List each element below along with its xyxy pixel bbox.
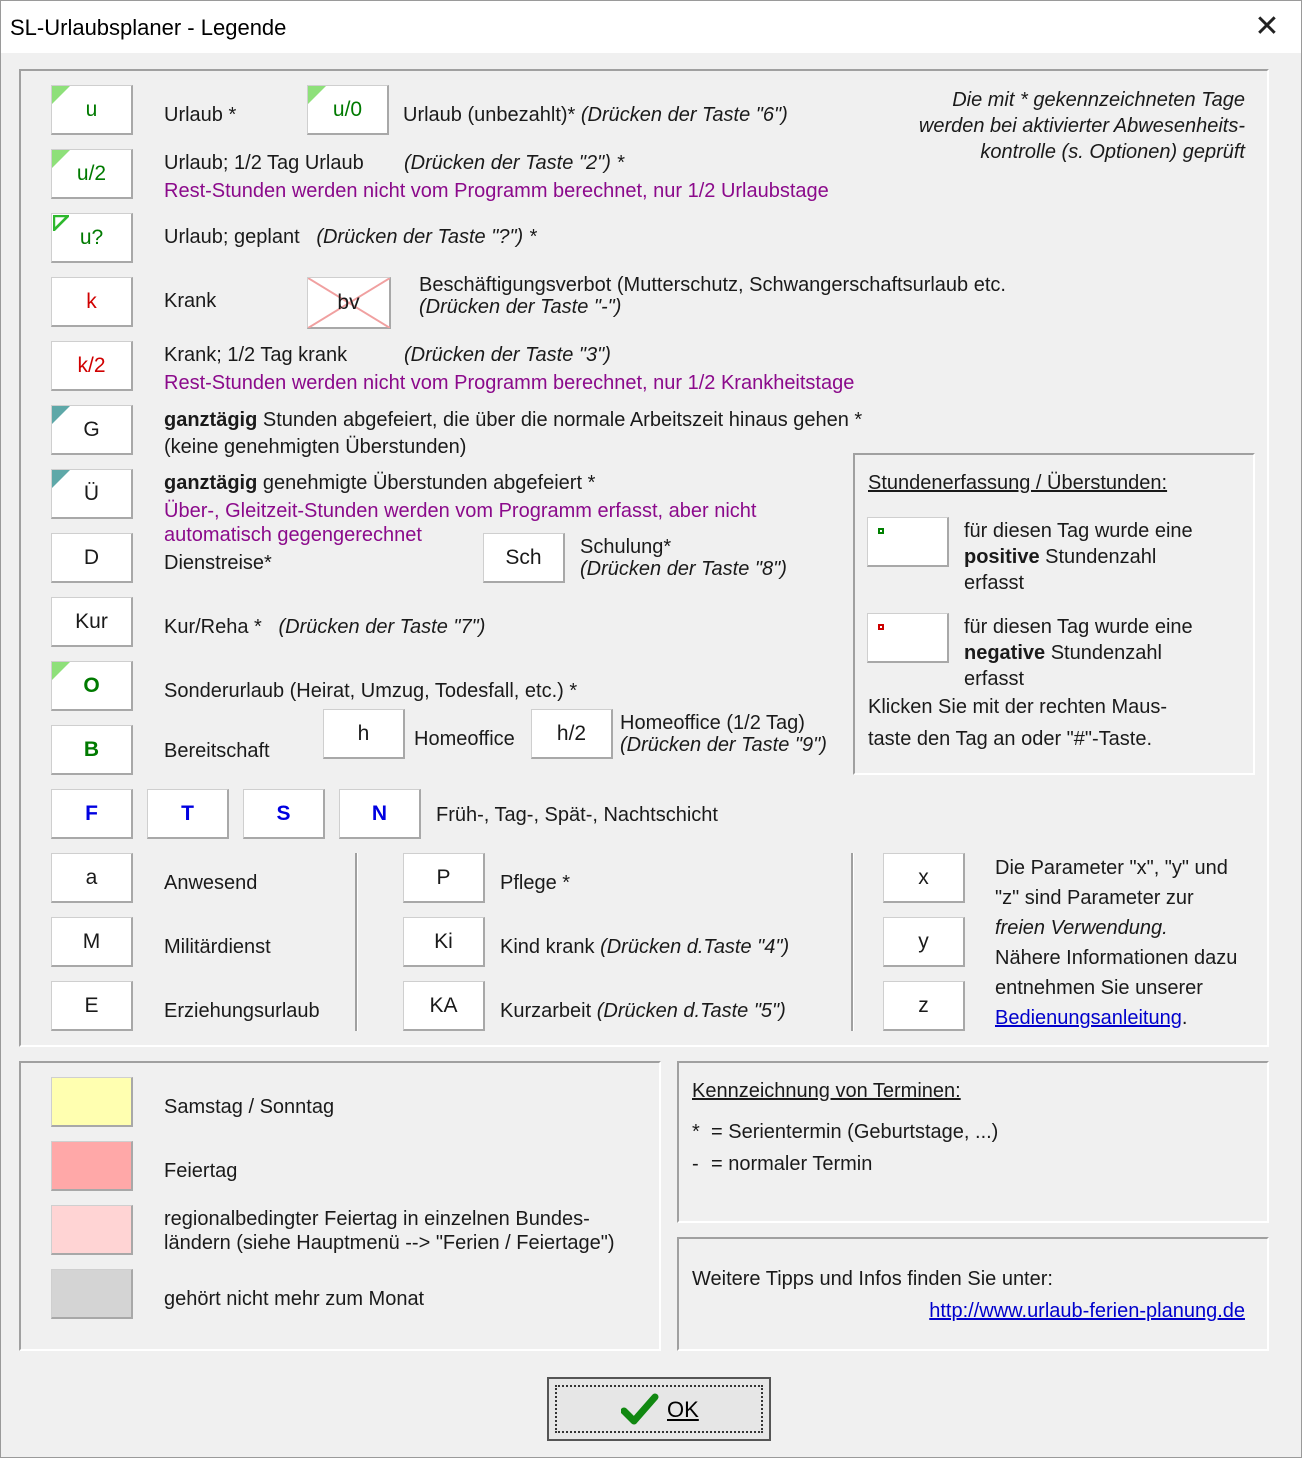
label-taste-3: (Drücken der Taste "3")	[404, 344, 611, 366]
label-gleit-line-1: Über-, Gleitzeit-Stunden werden vom Programm erfasst, aber nicht	[164, 500, 757, 522]
swatch-urlaub-geplant: u?	[51, 213, 133, 263]
label-taste-2: (Drücken der Taste "2") *	[404, 152, 625, 174]
label-weekend: Samstag / Sonntag	[164, 1096, 335, 1118]
label-ue-text: ganztägig genehmigte Überstunden abgefeiert *	[164, 472, 596, 494]
label-g-text-2: (keine genehmigten Überstunden)	[164, 436, 467, 458]
label-kur: Kur/Reha * (Drücken der Taste "7")	[164, 616, 486, 638]
focus-rectangle	[555, 1385, 763, 1433]
label-pflege: Pflege *	[500, 872, 571, 894]
note-line-1: Die mit * gekennzeichneten Tage	[952, 89, 1245, 111]
termine-normal: = normaler Termin	[711, 1153, 873, 1175]
label-halb-krank: Krank; 1/2 Tag krank	[164, 344, 348, 366]
pos-line-1: für diesen Tag wurde eine	[964, 520, 1193, 542]
tipps-text: Weitere Tipps und Infos finden Sie unter:	[692, 1268, 1053, 1290]
label-holiday: Feiertag	[164, 1160, 238, 1182]
checkmark-icon	[621, 1393, 659, 1427]
label-schichten: Früh-, Tag-, Spät-, Nachtschicht	[436, 804, 718, 826]
swatch-halb-krank: k/2	[51, 341, 133, 391]
ok-button[interactable]	[547, 1377, 771, 1441]
param-line-4: Nähere Informationen dazu	[995, 947, 1238, 969]
swatch-halber-urlaub: u/2	[51, 149, 133, 199]
label-gleit-line-2: automatisch gegengerechnet	[164, 524, 422, 546]
label-homeoffice: Homeoffice	[414, 728, 515, 750]
label-urlaub-unbezahlt: Urlaub (unbezahlt)* (Drücken der Taste "6")	[403, 104, 788, 126]
label-urlaub: Urlaub *	[164, 104, 237, 126]
param-line-1: Die Parameter "x", "y" und	[995, 857, 1228, 879]
swatch-kind-krank: Ki	[403, 917, 485, 967]
label-rest-krank: Rest-Stunden werden nicht vom Programm berechnet, nur 1/2 Krankheitstage	[164, 372, 855, 394]
swatch-urlaub: u	[51, 85, 133, 135]
swatch-sonderurlaub: O	[51, 661, 133, 711]
label-g-text: ganztägig Stunden abgefeiert, die über die normale Arbeitszeit hinaus gehen *	[164, 409, 863, 431]
label-anwesend: Anwesend	[164, 872, 258, 894]
hint-line-2: taste den Tag an oder "#"-Taste.	[868, 728, 1153, 750]
swatch-ganztaegig-ue: Ü	[51, 469, 133, 519]
close-icon[interactable]: ✕	[1254, 10, 1280, 43]
swatch-dienstreise: D	[51, 533, 133, 583]
label-militaer: Militärdienst	[164, 936, 271, 958]
swatch-other-month	[51, 1269, 133, 1319]
label-rest-urlaub: Rest-Stunden werden nicht vom Programm berechnet, nur 1/2 Urlaubstage	[164, 180, 829, 202]
swatch-x: x	[883, 853, 965, 903]
label-taste-8: (Drücken der Taste "8")	[580, 558, 787, 580]
termine-serien: = Serientermin (Geburtstage, ...)	[711, 1121, 999, 1143]
label-halber-urlaub: Urlaub; 1/2 Tag Urlaub	[164, 152, 364, 174]
swatch-homeoffice: h	[323, 709, 405, 759]
pos-line-3: erfasst	[964, 572, 1025, 594]
swatch-nacht: N	[339, 789, 421, 839]
title-bar	[1, 1, 1301, 53]
neg-line-3: erfasst	[964, 668, 1025, 690]
label-dienstreise: Dienstreise*	[164, 552, 272, 574]
swatch-anwesend: a	[51, 853, 133, 903]
hint-line-1: Klicken Sie mit der rechten Maus-	[868, 696, 1168, 718]
positive-dot-icon	[878, 528, 884, 534]
label-schulung: Schulung*	[580, 536, 672, 558]
label-krank: Krank	[164, 290, 217, 312]
neg-line-2: negative Stundenzahl	[964, 642, 1162, 664]
label-taste-9: (Drücken der Taste "9")	[620, 734, 827, 756]
neg-line-1: für diesen Tag wurde eine	[964, 616, 1193, 638]
swatch-krank: k	[51, 277, 133, 327]
swatch-spaet: S	[243, 789, 325, 839]
termine-normal-sym: -	[692, 1153, 699, 1175]
stunden-heading: Stundenerfassung / Überstunden:	[868, 472, 1168, 494]
swatch-frueh: F	[51, 789, 133, 839]
termine-heading: Kennzeichnung von Terminen:	[692, 1080, 961, 1102]
swatch-schulung: Sch	[483, 533, 565, 583]
swatch-kurzarbeit: KA	[403, 981, 485, 1031]
swatch-kur: Kur	[51, 597, 133, 647]
negative-dot-icon	[878, 624, 884, 630]
swatch-bereitschaft: B	[51, 725, 133, 775]
window-title: SL-Urlaubsplaner - Legende	[10, 15, 287, 40]
swatch-ganztaegig-g: G	[51, 405, 133, 455]
tipps-group	[677, 1237, 1269, 1351]
planned-triangle-icon	[53, 215, 69, 231]
label-regional-1: regionalbedingter Feiertag in einzelnen Bundes-	[164, 1208, 590, 1230]
swatch-positive	[867, 517, 949, 567]
ok-label: OK	[667, 1397, 699, 1422]
swatch-tag: T	[147, 789, 229, 839]
swatch-z: z	[883, 981, 965, 1031]
note-line-2: werden bei aktivierter Abwesenheits-	[918, 115, 1245, 137]
label-erziehung: Erziehungsurlaub	[164, 1000, 320, 1022]
label-regional-2: ländern (siehe Hauptmenü --> "Ferien / Feiertage")	[164, 1232, 615, 1254]
separator-1	[355, 853, 358, 1031]
manual-link[interactable]: Bedienungsanleitung	[995, 1007, 1182, 1029]
swatch-erziehung: E	[51, 981, 133, 1031]
swatch-regional	[51, 1205, 133, 1255]
note-line-3: kontrolle (s. Optionen) geprüft	[980, 141, 1245, 163]
label-bv-line-2: (Drücken der Taste "-")	[419, 296, 622, 318]
swatch-holiday	[51, 1141, 133, 1191]
swatch-negative	[867, 613, 949, 663]
label-bv-line-1: Beschäftigungsverbot (Mutterschutz, Schwangerschaftsurlaub etc.	[419, 274, 1006, 296]
separator-2	[851, 853, 854, 1031]
swatch-beschaeftigungsverbot: bv	[307, 277, 391, 329]
swatch-pflege: P	[403, 853, 485, 903]
pos-line-2: positive Stundenzahl	[964, 546, 1157, 568]
label-other-month: gehört nicht mehr zum Monat	[164, 1288, 425, 1310]
label-geplant: Urlaub; geplant (Drücken der Taste "?") *	[164, 226, 537, 248]
label-kind-krank: Kind krank (Drücken d.Taste "4")	[500, 936, 790, 958]
website-link[interactable]: http://www.urlaub-ferien-planung.de	[929, 1300, 1245, 1322]
param-line-5: entnehmen Sie unserer	[995, 977, 1203, 999]
param-line-3: freien Verwendung.	[995, 917, 1168, 939]
label-sonderurlaub: Sonderurlaub (Heirat, Umzug, Todesfall, etc.) *	[164, 680, 578, 702]
label-homeoffice-halb: Homeoffice (1/2 Tag)	[620, 712, 805, 734]
label-bereitschaft: Bereitschaft	[164, 740, 270, 762]
swatch-urlaub-unbezahlt: u/0	[307, 85, 389, 135]
param-line-6: Bedienungsanleitung.	[995, 1007, 1188, 1029]
swatch-y: y	[883, 917, 965, 967]
label-kurzarbeit: Kurzarbeit (Drücken d.Taste "5")	[500, 1000, 786, 1022]
param-line-2: "z" sind Parameter zur	[995, 887, 1194, 909]
swatch-weekend	[51, 1077, 133, 1127]
termine-serien-sym: *	[692, 1121, 700, 1143]
swatch-militaer: M	[51, 917, 133, 967]
swatch-homeoffice-halb: h/2	[531, 709, 613, 759]
